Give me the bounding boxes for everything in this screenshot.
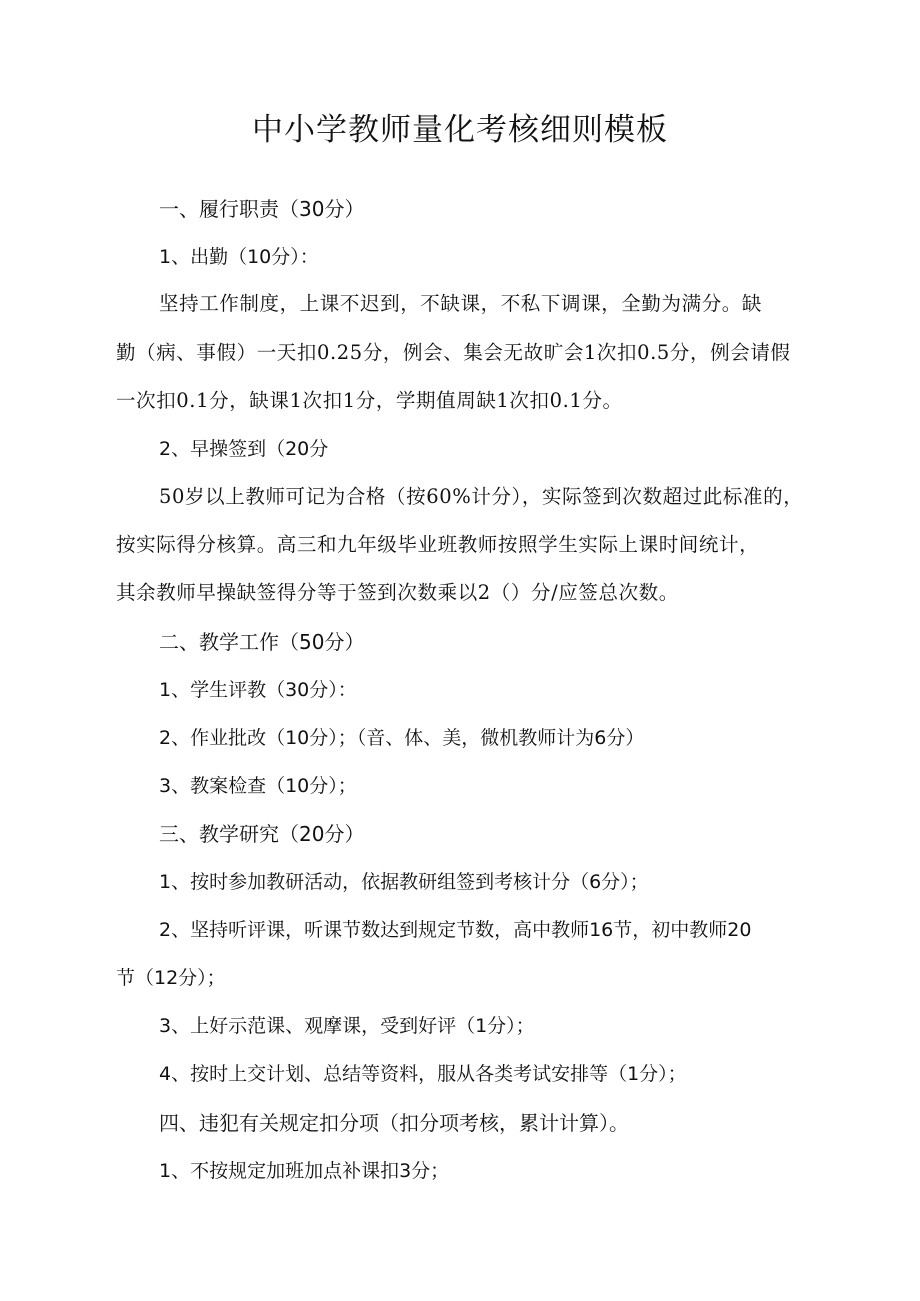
section-4-item-1: 1、不按规定加班加点补课扣3分； [159,1160,450,1182]
section-1-item-2-paragraph-line-2: 按实际得分核算。高三和九年级毕业班教师按照学生实际上课时间统计， [116,533,760,556]
section-1-item-1-paragraph-line-1: 坚持工作制度，上课不迟到，不缺课，不私下调课，全勤为满分。缺 [159,292,763,315]
section-1-item-2-paragraph-line-3: 其余教师早操缺签得分等于签到次数乘以2（）分/应签总次数。 [116,581,679,604]
section-3-item-3: 3、上好示范课、观摩课，受到好评（1分）； [159,1015,535,1037]
section-1-item-1-paragraph-line-2: 勤（病、事假）一天扣0.25分，例会、集会无故旷会1次扣0.5分，例会请假 [116,341,791,364]
section-3-item-1: 1、按时参加教研活动，依据教研组签到考核计分（6分）； [159,871,649,893]
section-1-item-1-heading: 1、出勤（10分）： [159,246,319,268]
section-2-item-2: 2、作业批改（10分）；（音、体、美，微机教师计为6分） [159,727,645,749]
section-1-item-1-paragraph-line-3: 一次扣0.1分，缺课1次扣1分，学期值周缺1次扣0.1分。 [116,389,623,412]
section-1-heading: 一、履行职责（30分） [159,197,365,221]
section-2-heading: 二、教学工作（50分） [159,630,365,654]
section-3-item-2-line-1: 2、坚持听评课，听课节数达到规定节数，高中教师16节，初中教师20 [159,919,752,941]
section-2-item-1: 1、学生评教（30分）： [159,679,357,701]
section-3-item-2-line-2: 节（12分）； [116,967,226,989]
section-1-item-2-heading: 2、早操签到（20分 [159,438,329,460]
section-4-heading: 四、违犯有关规定扣分项（扣分项考核，累计计算）。 [159,1111,629,1135]
document-title: 中小学教师量化考核细则模板 [252,112,668,148]
section-3-heading: 三、教学研究（20分） [159,822,365,846]
section-2-item-3: 3、教案检查（10分）； [159,775,357,797]
section-1-item-2-paragraph-line-1: 50岁以上教师可记为合格（按60%计分），实际签到次数超过此标准的， [159,485,804,508]
section-3-item-4: 4、按时上交计划、总结等资料，服从各类考试安排等（1分）； [159,1063,687,1085]
